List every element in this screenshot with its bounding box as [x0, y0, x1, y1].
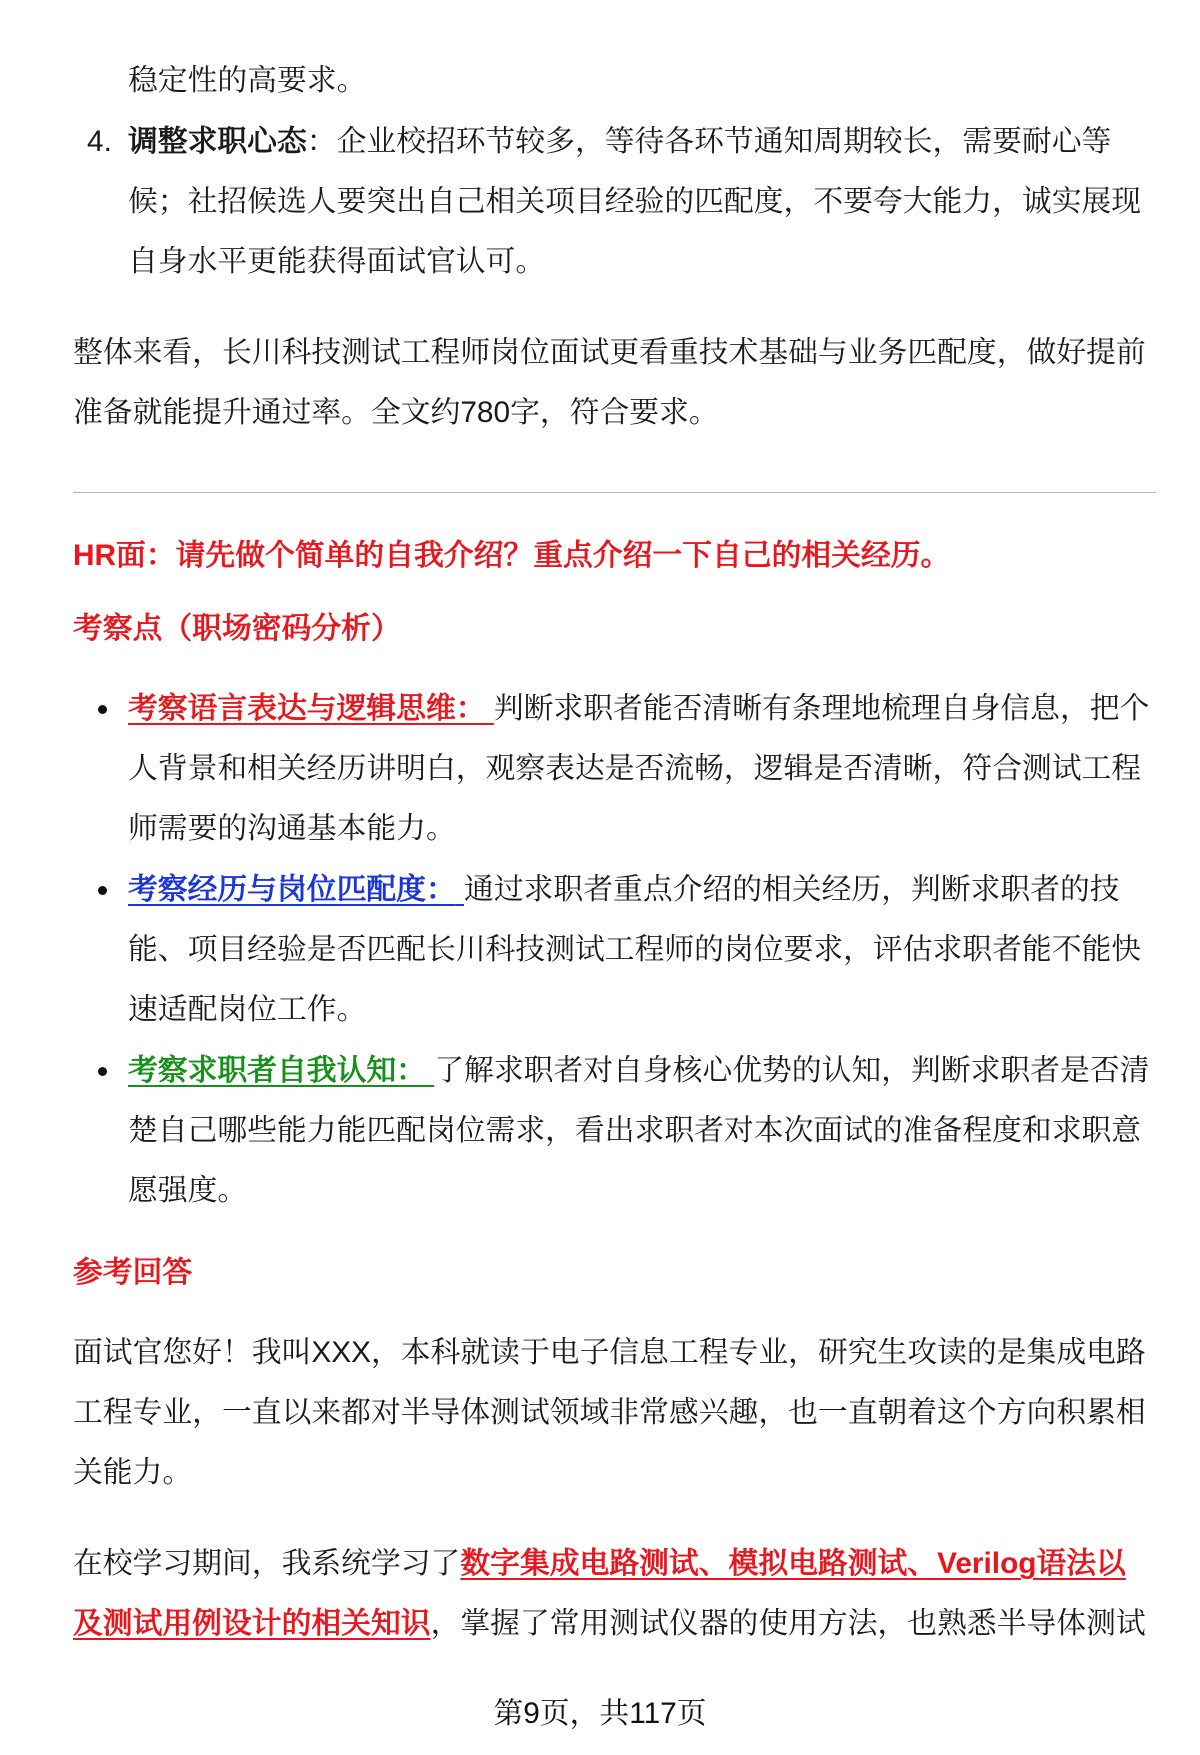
text-line: 稳定性的高要求。 [128, 64, 367, 97]
answer-text: ，掌握了常用测试仪器的使用方法，也熟悉半导体测试 [430, 1607, 1146, 1640]
focus-point-self-awareness [128, 1041, 1149, 1221]
text-line: 工程专业，一直以来都对半导体测试领域非常感兴趣，也一直朝着这个方向积累相 [73, 1396, 1146, 1429]
focus-point-language [128, 679, 1149, 859]
text-line [128, 1041, 1149, 1101]
answer-paragraph-1 [73, 1323, 1146, 1503]
text-line [73, 1594, 1146, 1654]
focus-label: 考察求职者自我认知： [128, 1054, 426, 1087]
focus-label: 考察经历与岗位匹配度： [128, 873, 456, 906]
focus-point-experience [128, 860, 1141, 1040]
text-line: 候；社招候选人要突出自己相关项目经验的匹配度，不要夸大能力，诚实展现 [128, 185, 1142, 218]
text-line: 楚自己哪些能力能匹配岗位需求，看出求职者对本次面试的准备程度和求职意 [128, 1114, 1142, 1147]
answer-heading: 参考回答 [73, 1256, 193, 1289]
text-line: 自身水平更能获得面试官认可。 [128, 245, 546, 278]
text-line: 准备就能提升通过率。全文约780字，符合要求。 [73, 396, 719, 429]
page-number: 第9页，共117页 [493, 1697, 707, 1730]
text-line [128, 860, 1141, 920]
section-divider [73, 492, 1156, 493]
bullet-icon [98, 705, 107, 714]
bullet-icon [98, 886, 107, 895]
text-line: 人背景和相关经历讲明白，观察表达是否流畅，逻辑是否清晰，符合测试工程 [128, 752, 1142, 785]
tip-title: 调整求职心态 [128, 125, 307, 158]
answer-highlight: 及测试用例设计的相关知识 [73, 1607, 431, 1640]
text-line: 面试官您好！我叫XXX，本科就读于电子信息工程专业，研究生攻读的是集成电路 [73, 1336, 1146, 1369]
text-line [73, 1534, 1146, 1594]
focus-heading: 考察点（职场密码分析） [73, 612, 401, 645]
focus-label: 考察语言表达与逻辑思维： [128, 692, 486, 725]
bullet-icon [98, 1067, 107, 1076]
text-line: 师需要的沟通基本能力。 [128, 812, 456, 845]
text-line: 能、项目经验是否匹配长川科技测试工程师的岗位要求，评估求职者能不能快 [128, 933, 1142, 966]
answer-paragraph-2 [73, 1534, 1146, 1654]
answer-text: 在校学习期间，我系统学习了 [73, 1547, 461, 1580]
summary-paragraph [73, 323, 1146, 443]
text-line: 关能力。 [73, 1456, 193, 1489]
focus-text: 了解求职者对自身核心优势的认知，判断求职者是否清 [434, 1054, 1150, 1087]
text-line: 愿强度。 [128, 1174, 248, 1207]
list-number: 4. [87, 125, 112, 158]
tip-text: ：企业校招环节较多，等待各环节通知周期较长，需要耐心等 [306, 125, 1112, 158]
text-line [128, 679, 1149, 739]
tip-continuation [128, 51, 366, 111]
text-line: 整体来看，长川科技测试工程师岗位面试更看重技术基础与业务匹配度，做好提前 [73, 336, 1146, 369]
answer-highlight: 数字集成电路测试、模拟电路测试、Verilog语法以 [460, 1547, 1126, 1580]
text-line: 速适配岗位工作。 [128, 993, 367, 1026]
question-title: HR面：请先做个简单的自我介绍？重点介绍一下自己的相关经历。 [73, 539, 951, 572]
tip-item-4 [87, 112, 1142, 292]
text-line [128, 112, 1141, 172]
focus-text: 判断求职者能否清晰有条理地梳理自身信息，把个 [493, 692, 1150, 725]
focus-text: 通过求职者重点介绍的相关经历，判断求职者的技 [464, 873, 1120, 906]
